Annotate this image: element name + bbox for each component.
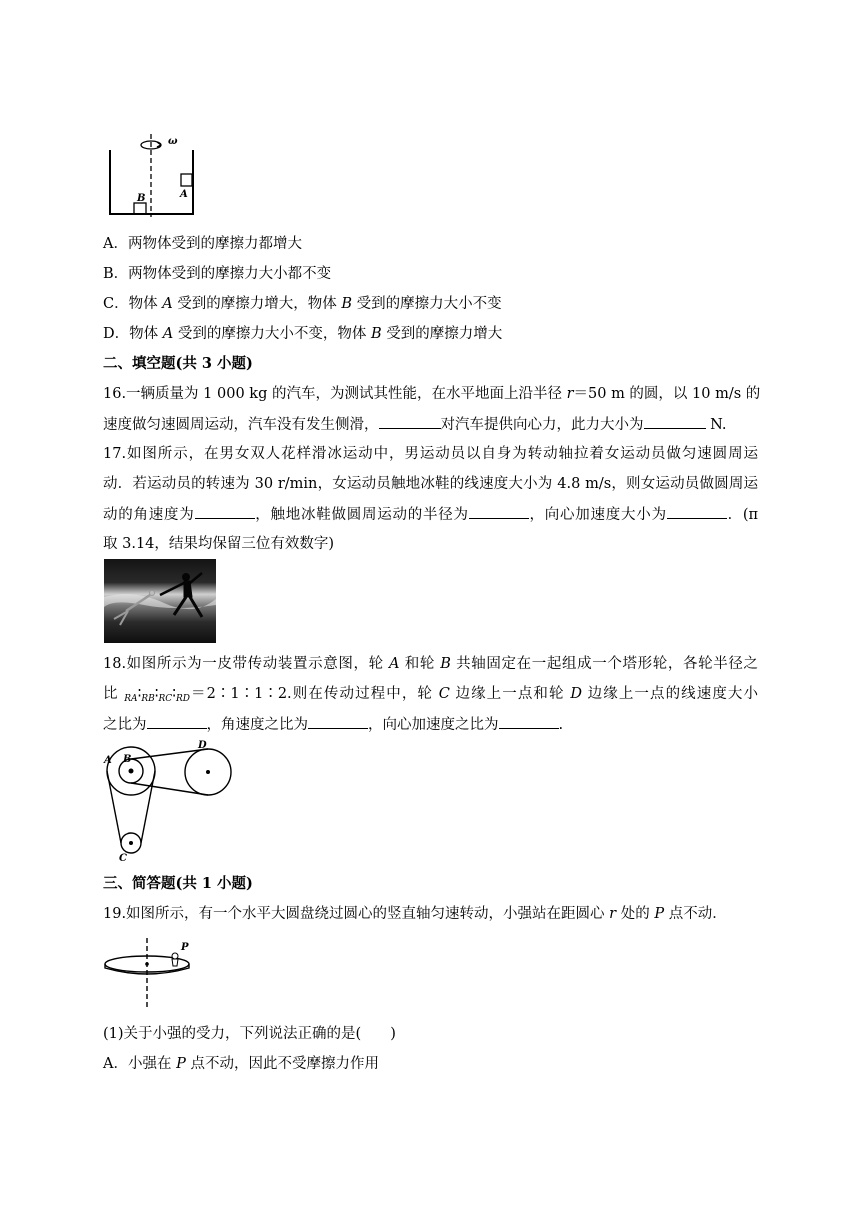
- answer-blank[interactable]: [147, 714, 207, 729]
- q16-line-1: 16.一辆质量为 1 000 kg 的汽车，为测试其性能，在水平地面上沿半径 r＝50 m 的圆，以 10 m/s 的: [103, 386, 761, 402]
- q17-line-3: 动的角速度为 ，触地冰鞋做圆周运动的半径为 ，向心加速度大小为 ．(π: [103, 504, 758, 525]
- q18-line-2: 比 $_{RA}∶_{RB}∶_{RC}∶_{RD}=2∶1∶1∶2$.则在传动过程中，轮 C 边缘上一点和轮 D 边缘上一点的线速度大小: [103, 686, 759, 704]
- q19-option-a: A．小强在 P 点不动，因此不受摩擦力作用: [103, 1056, 379, 1072]
- q16-line-2: 速度做匀速圆周运动，汽车没有发生侧滑， 对汽车提供向心力，此力大小为 N.: [103, 414, 758, 435]
- point-p-label: P: [181, 942, 189, 953]
- wheel-b-label: B: [123, 754, 132, 765]
- answer-blank[interactable]: [644, 414, 706, 429]
- answer-blank[interactable]: [195, 504, 255, 519]
- wheel-c-label: C: [119, 853, 127, 864]
- omega-label: ω: [168, 136, 178, 147]
- section-fill-in-title: 二、填空题(共 3 小题): [103, 355, 253, 372]
- answer-blank[interactable]: [667, 504, 727, 519]
- block-b-label: B: [137, 193, 146, 204]
- wheel-a-label: A: [104, 755, 112, 766]
- q15-option-c: C．物体 A 受到的摩擦力增大，物体 B 受到的摩擦力大小不变: [103, 296, 502, 312]
- block-a-label: A: [180, 189, 188, 200]
- answer-blank[interactable]: [379, 414, 441, 429]
- q15-option-a: A．两物体受到的摩擦力都增大: [103, 236, 302, 252]
- q17-line-1: 17.如图所示，在男女双人花样滑冰运动中，男运动员以自身为转动轴拉着女运动员做匀速圆周运: [103, 446, 758, 462]
- q17-line-4: 取 3.14，结果均保留三位有效数字): [103, 536, 335, 552]
- section-short-answer-title: 三、简答题(共 1 小题): [103, 875, 253, 892]
- figure-skating-photo: [104, 559, 216, 643]
- answer-blank[interactable]: [499, 714, 559, 729]
- q19-sub-1: (1)关于小强的受力，下列说法正确的是( ): [103, 1026, 396, 1042]
- answer-blank[interactable]: [469, 504, 529, 519]
- q18-line-3: 之比为 ，角速度之比为 ，向心加速度之比为 .: [103, 714, 758, 735]
- figure-rotating-disk: [103, 936, 195, 1012]
- q18-line-1: 18.如图所示为一皮带传动装置示意图，轮 A 和轮 B 共轴固定在一起组成一个塔形轮，各轮半径之: [103, 656, 759, 672]
- figure-belt-drive: [103, 737, 238, 865]
- q15-option-b: B．两物体受到的摩擦力大小都不变: [103, 266, 332, 282]
- q15-option-d: D．物体 A 受到的摩擦力大小不变，物体 B 受到的摩擦力增大: [103, 326, 503, 342]
- q19-line-1: 19.如图所示，有一个水平大圆盘绕过圆心的竖直轴匀速转动，小强站在距圆心 r 处的 P 点不动．: [103, 906, 727, 922]
- figure-rotating-cylinder: [104, 128, 204, 218]
- q17-line-2: 动．若运动员的转速为 30 r/min，女运动员触地冰鞋的线速度大小为 4.8 m/s，则女运动员做圆周运: [103, 476, 758, 492]
- wheel-d-label: D: [198, 740, 207, 751]
- answer-blank[interactable]: [308, 714, 368, 729]
